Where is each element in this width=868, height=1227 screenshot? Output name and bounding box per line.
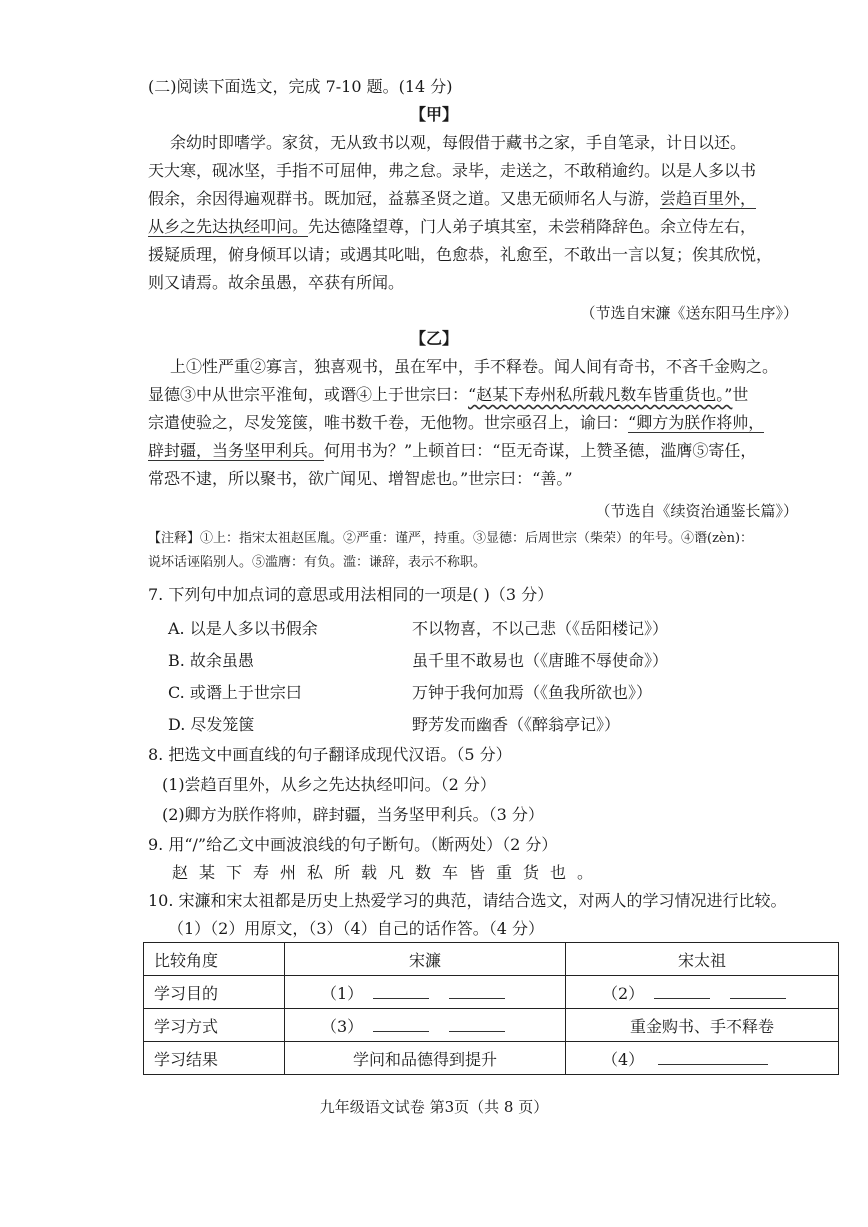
jia-line-6: 则又请焉。故余虽愚，卒获有所闻。 [148, 273, 405, 292]
jia-line-3 [148, 188, 756, 210]
jia-line-3-text: 假余，余因得遍观群书。既加冠，益慕圣贤之道。又患无硕师名人与游， [148, 189, 661, 208]
yi-line-3-text: 宗遣使验之，尽发笼箧，唯书数千卷，无他物。世宗亟召上，谕曰： [148, 413, 629, 432]
passage-yi-title: 【乙】 [409, 329, 458, 348]
answer-cell-3[interactable] [285, 1009, 566, 1042]
q7-option-d: D. 尽发笼箧 [168, 715, 255, 734]
yi-line-3 [148, 412, 764, 434]
q7-option-b: B. 故余虽愚 [168, 651, 254, 670]
page-footer: 九年级语文试卷 第3页（共 8 页） [319, 1098, 549, 1116]
notes-line-1: 【注释】①上：指宋太祖赵匡胤。②严重：谨严，持重。③显德：后周世宗（柴荣）的年号。④谮(zèn)： [148, 531, 754, 546]
jia-line-2: 天大寒，砚冰坚，手指不可屈伸，弗之怠。录毕，走送之，不敢稍逾约。以是人多以书 [148, 161, 757, 180]
answer-blank[interactable] [730, 984, 786, 999]
q7-option-a-compare: 不以物喜，不以己悲（《岳阳楼记》） [412, 619, 669, 638]
question-8-sub-2: (2)卿方为朕作将帅，辟封疆，当务坚甲利兵。（3 分） [162, 805, 544, 824]
comparison-table [143, 942, 839, 1075]
table-row [144, 976, 839, 1009]
jia-line-4 [148, 216, 756, 238]
yi-line-2-text: 显德③中从世宗平淮甸，或谮④上于世宗曰： [148, 385, 469, 404]
q7-option-c-compare: 万钟于我何加焉（《鱼我所欲也》） [412, 683, 653, 702]
answer-blank[interactable] [449, 984, 505, 999]
row-label: 学习目的 [144, 976, 285, 1009]
row-label: 学习结果 [144, 1042, 285, 1075]
question-7-stem: 7. 下列句中加点词的意思或用法相同的一项是( )（3 分） [148, 585, 554, 604]
table-row [144, 1009, 839, 1042]
jia-line-1: 余幼时即嗜学。家贫，无从致书以观，每假借于藏书之家，手自笔录，计日以还。 [170, 133, 747, 152]
question-10-stem: 10. 宋濂和宋太祖都是历史上热爱学习的典范，请结合选文，对两人的学习情况进行比较。 [148, 891, 787, 910]
blank-marker-2: （2） [602, 983, 645, 1003]
yi-line-4 [148, 440, 756, 462]
question-9-stem: 9. 用“/”给乙文中画波浪线的句子断句。（断两处）（2 分） [148, 835, 558, 854]
underlined-sentence-2-part2: 辟封疆，当务坚甲利兵。 [148, 441, 325, 460]
header-songtaizu: 宋太祖 [566, 943, 839, 976]
answer-cell-1[interactable] [285, 976, 566, 1009]
q7-option-b-compare: 虽千里不敢易也（《唐雎不辱使命》） [412, 651, 669, 670]
jia-line-4-text: 先达德隆望尊，门人弟子填其室，未尝稍降辞色。余立侍左右， [308, 217, 757, 236]
passage-jia-title: 【甲】 [409, 105, 458, 124]
answer-blank[interactable] [658, 1050, 768, 1065]
header-angle: 比较角度 [144, 943, 285, 976]
blank-marker-1: （1） [321, 983, 364, 1003]
wavy-underlined-sentence: “赵某下寿州私所载凡数车皆重货也。” [468, 385, 733, 404]
answer-blank[interactable] [654, 984, 710, 999]
underlined-sentence-part1: 尝趋百里外， [660, 189, 757, 208]
table-row [144, 1042, 839, 1075]
yi-line-1: 上①性严重②寡言，独喜观书，虽在军中，手不释卷。闻人间有奇书，不吝千金购之。 [170, 357, 779, 376]
jia-line-5: 援疑质理，俯身倾耳以请；或遇其叱咄，色愈恭，礼愈至，不敢出一言以复；俟其欣悦， [148, 245, 773, 264]
q7-option-c: C. 或谮上于世宗曰 [168, 683, 302, 702]
question-10-sub: （1）（2）用原文，（3）（4）自己的话作答。（4 分） [168, 919, 544, 938]
blank-marker-4: （4） [602, 1049, 645, 1069]
question-8-stem: 8. 把选文中画直线的句子翻译成现代汉语。（5 分） [148, 745, 512, 764]
q7-option-d-compare: 野芳发而幽香（《醉翁亭记》） [412, 715, 621, 734]
answer-blank[interactable] [373, 984, 429, 999]
row-label: 学习方式 [144, 1009, 285, 1042]
jia-source: （节选自宋濂《送东阳马生序》） [580, 304, 798, 322]
songlian-result: 学问和品德得到提升 [285, 1042, 566, 1075]
answer-blank[interactable] [373, 1017, 429, 1032]
blank-marker-3: （3） [321, 1016, 364, 1036]
table-header-row [144, 943, 839, 976]
yi-line-2 [148, 384, 748, 406]
yi-line-2-end: 世 [732, 385, 749, 404]
answer-blank[interactable] [449, 1017, 505, 1032]
section-header: (二)阅读下面选文，完成 7-10 题。(14 分) [148, 77, 453, 96]
songtaizu-method: 重金购书、手不释卷 [566, 1009, 839, 1042]
question-9-sentence: 赵某下寿州私所载凡数车皆重货也。 [172, 863, 605, 882]
underlined-sentence-part2: 从乡之先达执经叩问。 [148, 217, 309, 236]
question-8-sub-1: (1)尝趋百里外，从乡之先达执经叩问。（2 分） [162, 775, 496, 794]
notes-line-2: 说坏话诬陷别人。⑤滥膺：有负。滥：谦辞，表示不称职。 [148, 555, 487, 570]
answer-cell-2[interactable] [566, 976, 839, 1009]
underlined-sentence-2-part1: “卿方为朕作将帅， [628, 413, 765, 432]
q7-option-a: A. 以是人多以书假余 [168, 619, 318, 638]
yi-source: （节选自《续资治通鉴长篇》） [595, 502, 798, 520]
yi-line-4-text: 何用书为？”上顿首曰：“臣无奇谋，上赞圣德，滥膺⑤寄任， [324, 441, 757, 460]
answer-cell-4[interactable] [566, 1042, 839, 1075]
header-songlian: 宋濂 [285, 943, 566, 976]
yi-line-5: 常恐不逮，所以聚书，欲广闻见、增智虑也。”世宗曰：“善。” [148, 469, 573, 488]
